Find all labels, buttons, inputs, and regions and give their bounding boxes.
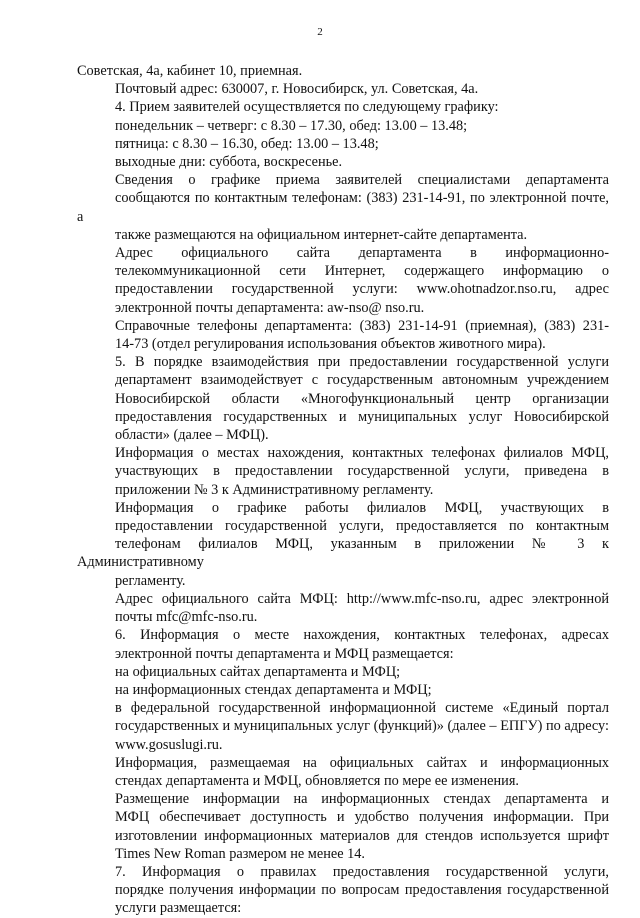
text-line: участвующих в предоставлении государственной услуги, приведена в — [115, 463, 609, 480]
text-line: на официальных сайтах департамента и МФЦ; — [115, 663, 401, 680]
text-line: регламенту. — [115, 572, 186, 589]
text-line: www.gosuslugi.ru. — [115, 736, 223, 753]
text-line: Информация, размещаемая на официальных сайтах и информационных — [115, 754, 609, 771]
text-line: 6. Информация о месте нахождения, контактных телефонах, адресах — [115, 627, 609, 644]
text-line: предоставления государственных и муниципальных услуг Новосибирской — [115, 408, 609, 425]
text-line: Информация о графике работы филиалов МФЦ, участвующих в — [115, 499, 609, 516]
paragraph — [77, 135, 609, 153]
paragraph — [77, 80, 609, 98]
text-line: приложении № 3 к Административному регламенту. — [115, 481, 434, 498]
text-line: 5. В порядке взаимодействия при предоставлении государственной услуги — [115, 354, 609, 371]
paragraph — [77, 681, 609, 699]
text-line: пятница: с 8.30 – 16.30, обед: 13.00 – 13.48; — [115, 135, 379, 152]
text-line: Размещение информации на информационных стендах департамента и — [115, 791, 609, 808]
text-line: изготовлении информационных материалов для стендов используется шрифт — [115, 827, 609, 844]
text-line: Справочные телефоны департамента: (383) 231-14-91 (приемная), (383) 231- — [115, 317, 609, 334]
page-number: 2 — [317, 26, 323, 38]
paragraph — [77, 699, 609, 754]
document-body — [77, 62, 609, 918]
text-line: Адрес официального сайта департамента в информационно- — [115, 245, 609, 262]
text-line: в федеральной государственной информационной системе «Единый портал — [115, 700, 609, 717]
text-line: почты mfc@mfc-nso.ru. — [115, 609, 258, 626]
paragraph — [77, 590, 609, 626]
text-line: Информация о местах нахождения, контактных телефонах филиалов МФЦ, — [115, 445, 609, 462]
text-line: Адрес официального сайта МФЦ: http://www.mfc-nso.ru, адрес электронной — [115, 590, 609, 607]
paragraph — [77, 62, 609, 80]
text-line: сообщаются по контактным телефонам: (383) 231-14-91, по электронной почте, а — [77, 190, 609, 225]
text-line: также размещаются на официальном интернет-сайте департамента. — [115, 226, 528, 243]
text-line: государственных и муниципальных услуг (функций)» (далее – ЕПГУ) по адресу: — [115, 718, 609, 735]
paragraph — [77, 171, 609, 244]
text-line: Новосибирской области «Многофункциональный центр организации — [115, 390, 609, 407]
paragraph — [77, 444, 609, 499]
text-line: электронной почты департамента: aw-nso@ nso.ru. — [115, 299, 425, 316]
text-line: услуги размещается: — [115, 900, 242, 917]
paragraph — [77, 153, 609, 171]
text-line: на информационных стендах департамента и МФЦ; — [115, 681, 432, 698]
text-line: Сведения о графике приема заявителей специалистами департамента — [115, 172, 609, 189]
text-line: 4. Прием заявителей осуществляется по следующему графику: — [115, 99, 499, 116]
paragraph — [77, 353, 609, 444]
paragraph — [77, 117, 609, 135]
paragraph — [77, 863, 609, 918]
text-line: 14-73 (отдел регулирования использования объектов животного мира). — [115, 336, 546, 353]
text-line: предоставлении государственной услуги: www.ohotnadzor.nso.ru, адрес — [115, 281, 609, 298]
text-line: выходные дни: суббота, воскресенье. — [115, 154, 343, 171]
paragraph — [77, 790, 609, 863]
paragraph — [77, 626, 609, 662]
text-line: стендах департамента и МФЦ, обновляется по мере ее изменения. — [115, 772, 519, 789]
paragraph — [77, 317, 609, 353]
text-line: Почтовый адрес: 630007, г. Новосибирск, ул. Советская, 4а. — [115, 81, 479, 98]
text-line: области» (далее – МФЦ). — [115, 427, 269, 444]
text-line: телекоммуникационной сети Интернет, содержащего информацию о — [115, 263, 609, 280]
text-line: порядке получения информации по вопросам предоставления государственной — [115, 882, 609, 899]
text-line: департамент взаимодействует с государственным автономным учреждением — [115, 372, 609, 389]
text-line: электронной почты департамента и МФЦ размещается: — [115, 645, 454, 662]
paragraph — [77, 244, 609, 317]
paragraph — [77, 663, 609, 681]
text-line: телефонам филиалов МФЦ, указанным в приложении № 3 к Административному — [77, 536, 609, 571]
text-line: 7. Информация о правилах предоставления государственной услуги, — [115, 863, 609, 880]
text-line: МФЦ обеспечивает доступность и удобство получения информации. При — [115, 809, 609, 826]
paragraph — [77, 98, 609, 116]
text-line: понедельник – четверг: с 8.30 – 17.30, обед: 13.00 – 13.48; — [115, 117, 468, 134]
paragraph — [77, 754, 609, 790]
text-line: Советская, 4а, кабинет 10, приемная. — [77, 63, 303, 79]
paragraph — [77, 499, 609, 590]
text-line: Times New Roman размером не менее 14. — [115, 845, 365, 862]
text-line: предоставлении государственной услуги, предоставляется по контактным — [115, 518, 609, 535]
